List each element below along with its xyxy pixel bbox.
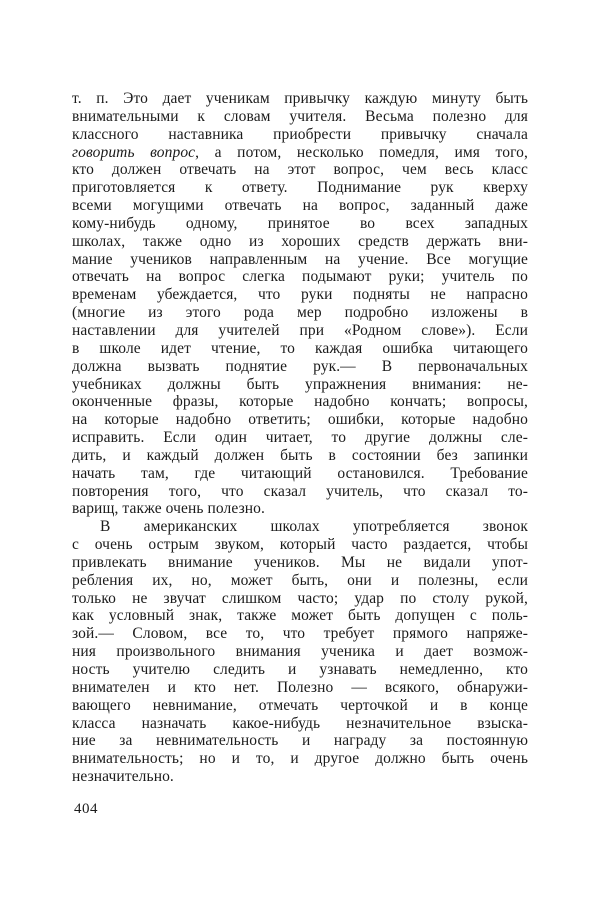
text-segment: варищ, также очень полезно.: [72, 500, 266, 518]
text-segment: отвечать на вопрос слегка подымают руки; учитель по: [72, 268, 528, 286]
text-line: [72, 661, 528, 679]
text-segment: в школе идет чтение, то каждая ошибка читающего: [72, 339, 528, 357]
text-line: [72, 590, 528, 608]
text-line: [72, 625, 528, 643]
text-line: [72, 304, 528, 322]
text-segment: т. п. Это дает ученикам привычку каждую минуту быть: [72, 90, 528, 107]
text-line: [72, 715, 528, 733]
text-segment: вающего невнимание, отмечать черточкой и в конце: [72, 696, 528, 714]
text-segment: на которые надобно ответить; ошибки, которые надобно: [72, 411, 528, 429]
text-line: [72, 768, 528, 786]
text-line: [72, 179, 528, 197]
text-line: [72, 697, 528, 715]
text-line: [72, 393, 528, 411]
text-line: [72, 572, 528, 590]
text-segment: ребления их, но, может быть, они и полезны, если: [72, 571, 528, 589]
text-segment: зой.— Словом, все то, что требует прямого напряже-: [72, 625, 528, 643]
text-line: [72, 429, 528, 447]
text-segment: оконченные фразы, которые надобно кончать; вопросы,: [72, 393, 528, 411]
body-text: [72, 90, 528, 786]
text-segment: внимательными к словам учителя. Весьма полезно для: [72, 107, 528, 125]
text-segment: внимателен и кто нет. Полезно — всякого, обнаружи-: [72, 678, 528, 696]
paragraph: [72, 90, 528, 518]
text-line: [72, 251, 528, 269]
text-line: [72, 340, 528, 358]
text-line: [72, 679, 528, 697]
text-segment: как условный знак, также может быть допущен с поль-: [72, 607, 528, 625]
text-segment: только не звучат слишком часто; удар по столу рукой,: [72, 589, 528, 607]
text-line: [72, 322, 528, 340]
page-number: 404: [74, 801, 98, 817]
text-line: [72, 411, 528, 429]
text-line: [72, 215, 528, 233]
text-segment: внимательность; но и то, и другое должно быть очень: [72, 750, 528, 768]
text-line: [72, 197, 528, 215]
italic-phrase: говорить вопрос: [72, 143, 196, 161]
text-segment: (многие из этого рода мер подробно изложены в: [72, 304, 528, 322]
text-line: [72, 554, 528, 572]
text-segment: должна вызвать поднятие рук.— В первоначальных: [72, 357, 528, 375]
text-segment: школах, также одно из хороших средств держать вни-: [72, 232, 528, 250]
text-line: [72, 286, 528, 304]
text-line: [72, 268, 528, 286]
text-segment: учебниках должны быть упражнения внимания: не-: [72, 375, 528, 393]
text-line: [72, 358, 528, 376]
text-segment: класса назначать какое-нибудь незначительное взыска-: [72, 714, 528, 732]
text-segment: , а потом, несколько помедля, имя того,: [195, 143, 528, 161]
text-segment: ность учителю следить и узнавать немедленно, кто: [72, 661, 528, 678]
text-line: [72, 607, 528, 625]
text-segment: ние за невнимательность и награду за постоянную: [72, 732, 528, 750]
text-segment: В американских школах употребляется звонок: [100, 518, 528, 536]
text-line: [72, 447, 528, 465]
text-line: [72, 500, 528, 518]
text-segment: кому-нибудь одному, принятое во всех западных: [72, 214, 528, 232]
text-line: [72, 732, 528, 750]
text-line: [72, 643, 528, 661]
text-segment: привлекать внимание учеников. Мы не видали упот-: [72, 553, 528, 571]
text-line: [72, 233, 528, 251]
text-line: [72, 465, 528, 483]
text-segment: всеми могущими отвечать на вопрос, заданный даже: [72, 197, 528, 215]
text-line: [72, 536, 528, 554]
text-segment: с очень острым звуком, который часто раздается, чтобы: [72, 536, 528, 554]
text-line: [72, 126, 528, 144]
text-line: [72, 144, 528, 162]
text-segment: приготовляется к ответу. Поднимание рук кверху: [72, 179, 528, 197]
text-line: [72, 750, 528, 768]
text-segment: исправить. Если один читает, то другие должны сле-: [72, 429, 528, 447]
text-segment: классного наставника приобрести привычку сначала: [72, 125, 528, 143]
text-line: [72, 90, 528, 108]
text-segment: незначительно.: [72, 768, 174, 786]
text-segment: временам убеждается, что руки подняты не напрасно: [72, 286, 528, 304]
text-line: [72, 483, 528, 501]
text-segment: кто должен отвечать на этот вопрос, чем весь класс: [72, 161, 528, 179]
text-line: [72, 518, 528, 536]
text-segment: наставлении для учителей при «Родном слове»). Если: [72, 321, 528, 339]
text-line: [72, 108, 528, 126]
text-segment: дить, и каждый должен быть в состоянии без запинки: [72, 446, 528, 464]
text-segment: мание учеников направленным на учение. Все могущие: [72, 250, 528, 268]
text-segment: ния произвольного внимания ученика и дает возмож-: [72, 643, 528, 661]
text-segment: повторения того, что сказал учитель, что сказал то-: [72, 482, 528, 500]
text-line: [72, 376, 528, 394]
paragraph: [72, 518, 528, 786]
text-line: [72, 161, 528, 179]
text-segment: начать там, где читающий остановился. Требование: [72, 464, 528, 482]
